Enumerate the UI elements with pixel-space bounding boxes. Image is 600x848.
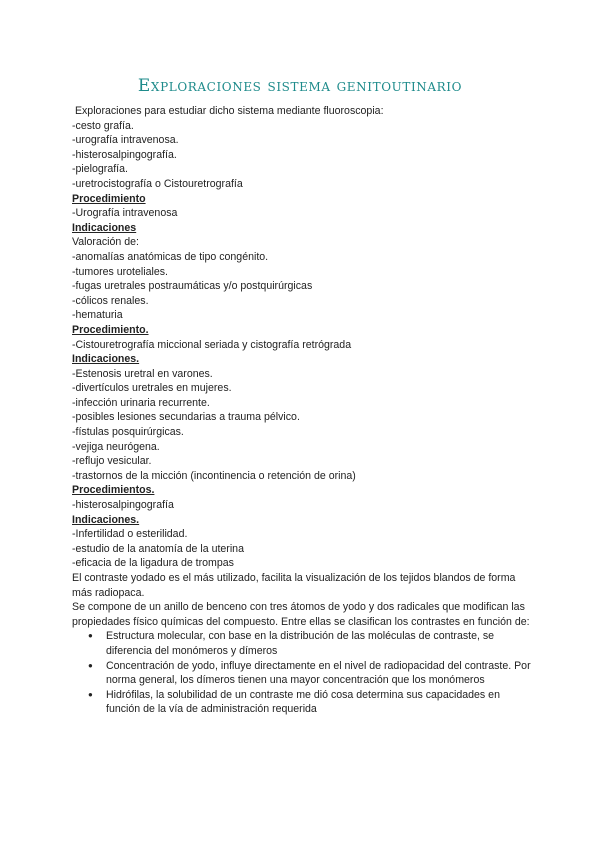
indications-lead: Valoración de: bbox=[72, 236, 139, 249]
section-heading-indications: Indicaciones. bbox=[72, 353, 140, 366]
list-item: -vejiga neurógena. bbox=[72, 440, 160, 453]
list-item: -hematuria bbox=[72, 309, 123, 322]
list-item: -Estenosis uretral en varones. bbox=[72, 367, 213, 380]
list-item: -trastornos de la micción (incontinencia o retención de orina) bbox=[72, 469, 356, 482]
procedure-name: -Urografía intravenosa bbox=[72, 207, 178, 220]
classification-bullets bbox=[72, 629, 532, 717]
list-item: -estudio de la anatomía de la uterina bbox=[72, 542, 244, 555]
bullet-item: ● Concentración de yodo, influye directamente en el nivel de radiopacidad del contraste. Por norma general, los dímeros tienen una mayor concentración que los monómeros bbox=[106, 659, 532, 688]
list-item: -infección urinaria recurrente. bbox=[72, 396, 210, 409]
list-item: -fístulas posquirúrgicas. bbox=[72, 426, 184, 439]
procedure-name: -Cistouretrografía miccional seriada y cistografía retrógrada bbox=[72, 338, 352, 351]
bullet-item: ● Estructura molecular, con base en la distribución de las moléculas de contraste, se diferencia del monómeros y dímeros bbox=[106, 629, 532, 658]
bullet-item: ● Hidrófilas, la solubilidad de un contraste me dió cosa determina sus capacidades en función de la vía de administración requerida bbox=[106, 688, 532, 717]
intro-text: Exploraciones para estudiar dicho sistema mediante fluoroscopia: bbox=[72, 105, 384, 117]
list-item: -divertículos uretrales en mujeres. bbox=[72, 382, 232, 395]
section-heading-indications: Indicaciones bbox=[72, 221, 137, 234]
section-heading-indications: Indicaciones. bbox=[72, 513, 140, 526]
paragraph-composition: Se compone de un anillo de benceno con tres átomos de yodo y dos radicales que modifican las propiedades físico químicas del compuesto. Entre ellas se clasifican los contrastes en función de: bbox=[72, 601, 530, 628]
list-item: -anomalías anatómicas de tipo congénito. bbox=[72, 250, 269, 263]
procedure-name: -histerosalpingografía bbox=[72, 499, 174, 512]
paragraph-contrast: El contraste yodado es el más utilizado, facilita la visualización de los tejidos blandos de forma más radiopaca. bbox=[72, 572, 516, 599]
list-item: -tumores uroteliales. bbox=[72, 265, 168, 278]
list-item: -urografía intravenosa. bbox=[72, 134, 179, 147]
list-item: -histerosalpingografía. bbox=[72, 148, 177, 161]
section-heading-procedure: Procedimientos. bbox=[72, 484, 155, 497]
section-heading-procedure: Procedimiento. bbox=[72, 323, 149, 336]
exploration-list bbox=[72, 119, 532, 192]
page-title: Exploraciones sistema genitoutinario bbox=[137, 76, 463, 96]
list-item: -cesto grafía. bbox=[72, 119, 134, 132]
section-heading-procedure: Procedimiento bbox=[72, 192, 146, 205]
list-item: -reflujo vesicular. bbox=[72, 455, 152, 468]
list-item: -Infertilidad o esterilidad. bbox=[72, 528, 188, 541]
document-body bbox=[72, 104, 532, 717]
list-item: -uretrocistografía o Cistouretrografía bbox=[72, 177, 243, 190]
list-item: -pielografía. bbox=[72, 163, 128, 176]
list-item: -fugas uretrales postraumáticas y/o postquirúrgicas bbox=[72, 280, 313, 293]
list-item: -eficacia de la ligadura de trompas bbox=[72, 557, 234, 570]
list-item: -posibles lesiones secundarias a trauma pélvico. bbox=[72, 411, 300, 424]
list-item: -cólicos renales. bbox=[72, 294, 149, 307]
